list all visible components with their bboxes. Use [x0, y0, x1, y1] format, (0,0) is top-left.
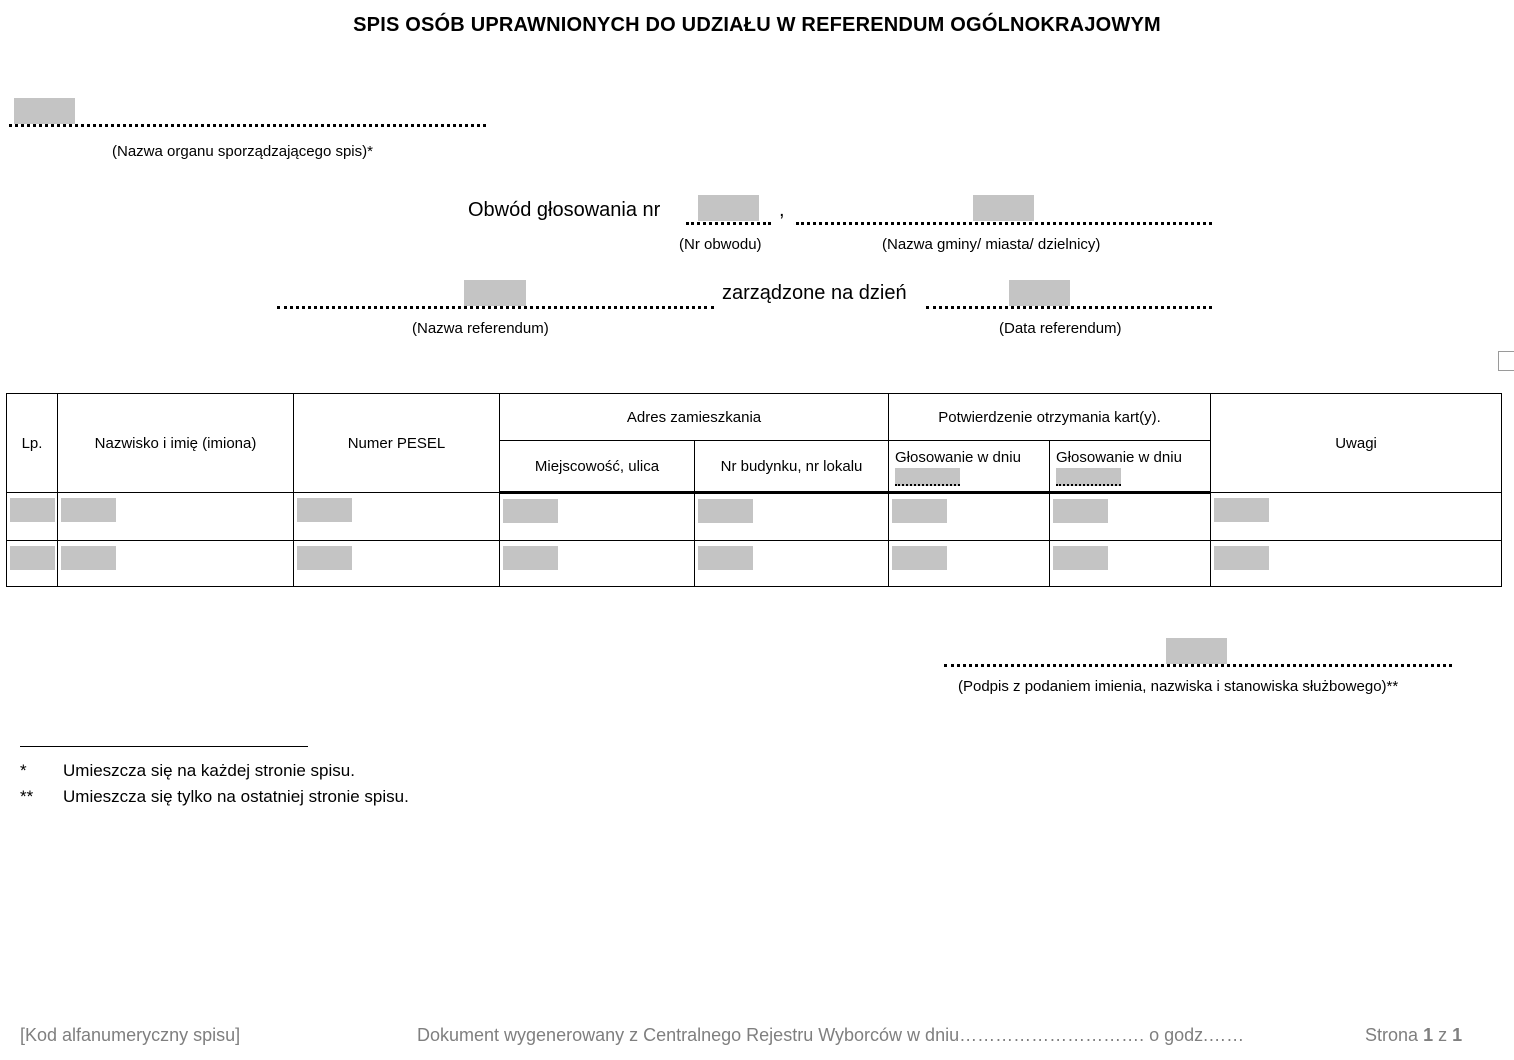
- organ-name-value[interactable]: [14, 98, 75, 124]
- footnote-1-mark: *: [20, 761, 27, 780]
- col-header-vote-day-2: [1050, 441, 1211, 493]
- col-header-pesel: Numer PESEL: [294, 394, 500, 493]
- nr-obwodu-value[interactable]: [698, 195, 759, 221]
- cell-vote-1[interactable]: [889, 541, 1050, 587]
- col-header-locality: Miejscowość, ulica: [500, 441, 695, 493]
- table-row: [7, 541, 1502, 587]
- col-group-confirmation: Potwierdzenie otrzymania kart(y).: [889, 394, 1211, 441]
- footnote-2-text: Umieszcza się tylko na ostatniej stronie spisu.: [63, 787, 409, 806]
- signature-value[interactable]: [1166, 638, 1227, 664]
- footnote-2-mark: **: [20, 787, 34, 806]
- cell-building[interactable]: [695, 541, 889, 587]
- gmina-value[interactable]: [973, 195, 1034, 221]
- page-current: 1: [1423, 1025, 1434, 1045]
- page-corner-mark: [1498, 351, 1514, 371]
- col-group-address: Adres zamieszkania: [500, 394, 889, 441]
- col-header-lp: Lp.: [7, 394, 58, 493]
- cell-locality[interactable]: [500, 541, 695, 587]
- cell-remarks[interactable]: [1211, 493, 1502, 541]
- organ-name-line: [9, 124, 486, 127]
- cell-pesel[interactable]: [294, 541, 500, 587]
- cell-building[interactable]: [695, 493, 889, 541]
- voters-table: [6, 393, 1502, 587]
- cell-lp[interactable]: [7, 493, 58, 541]
- footnote-separator: [20, 746, 308, 747]
- cell-vote-2[interactable]: [1050, 493, 1211, 541]
- footer-generated-info: Dokument wygenerowany z Centralnego Rejestru Wyborców w dniu…………………………. o godz.……: [417, 1025, 1245, 1045]
- zarzadzone-label: zarządzone na dzień: [722, 282, 907, 304]
- cell-name[interactable]: [58, 493, 294, 541]
- referendum-date-value[interactable]: [1009, 280, 1070, 306]
- vote-day-1-date[interactable]: [895, 468, 960, 486]
- footer-page-number: [1365, 1025, 1462, 1046]
- obwod-label: Obwód głosowania nr: [468, 199, 661, 221]
- table-row: [7, 493, 1502, 541]
- referendum-date-caption: (Data referendum): [999, 320, 1122, 337]
- gmina-line: [796, 222, 1212, 225]
- page-total: 1: [1452, 1025, 1463, 1045]
- obwod-comma: ,: [779, 199, 785, 221]
- vote-day-1-label: Głosowanie w dniu: [895, 449, 1021, 466]
- page-separator: z: [1438, 1025, 1448, 1045]
- cell-locality[interactable]: [500, 493, 695, 541]
- col-header-vote-day-1: [889, 441, 1050, 493]
- vote-day-2-label: Głosowanie w dniu: [1056, 449, 1182, 466]
- col-header-remarks: Uwagi: [1211, 394, 1502, 493]
- nr-obwodu-line: [686, 222, 771, 225]
- referendum-name-caption: (Nazwa referendum): [412, 320, 549, 337]
- col-header-building: Nr budynku, nr lokalu: [695, 441, 889, 493]
- cell-lp[interactable]: [7, 541, 58, 587]
- signature-caption: (Podpis z podaniem imienia, nazwiska i stanowiska służbowego)**: [958, 678, 1399, 695]
- referendum-name-value[interactable]: [464, 280, 526, 306]
- referendum-name-line: [277, 306, 714, 309]
- page-prefix: Strona: [1365, 1025, 1419, 1045]
- vote-day-2-date[interactable]: [1056, 468, 1121, 486]
- footer-list-code: [Kod alfanumeryczny spisu]: [20, 1025, 241, 1045]
- cell-vote-1[interactable]: [889, 493, 1050, 541]
- footnote-1-text: Umieszcza się na każdej stronie spisu.: [63, 761, 355, 780]
- cell-name[interactable]: [58, 541, 294, 587]
- nr-obwodu-caption: (Nr obwodu): [679, 236, 762, 253]
- referendum-date-line: [926, 306, 1212, 309]
- cell-vote-2[interactable]: [1050, 541, 1211, 587]
- cell-remarks[interactable]: [1211, 541, 1502, 587]
- cell-pesel[interactable]: [294, 493, 500, 541]
- col-header-name: Nazwisko i imię (imiona): [58, 394, 294, 493]
- document-title: SPIS OSÓB UPRAWNIONYCH DO UDZIAŁU W REFERENDUM OGÓLNOKRAJOWYM: [353, 14, 1161, 36]
- signature-line: [944, 664, 1452, 667]
- gmina-caption: (Nazwa gminy/ miasta/ dzielnicy): [882, 236, 1101, 253]
- organ-name-caption: (Nazwa organu sporządzającego spis)*: [112, 143, 373, 160]
